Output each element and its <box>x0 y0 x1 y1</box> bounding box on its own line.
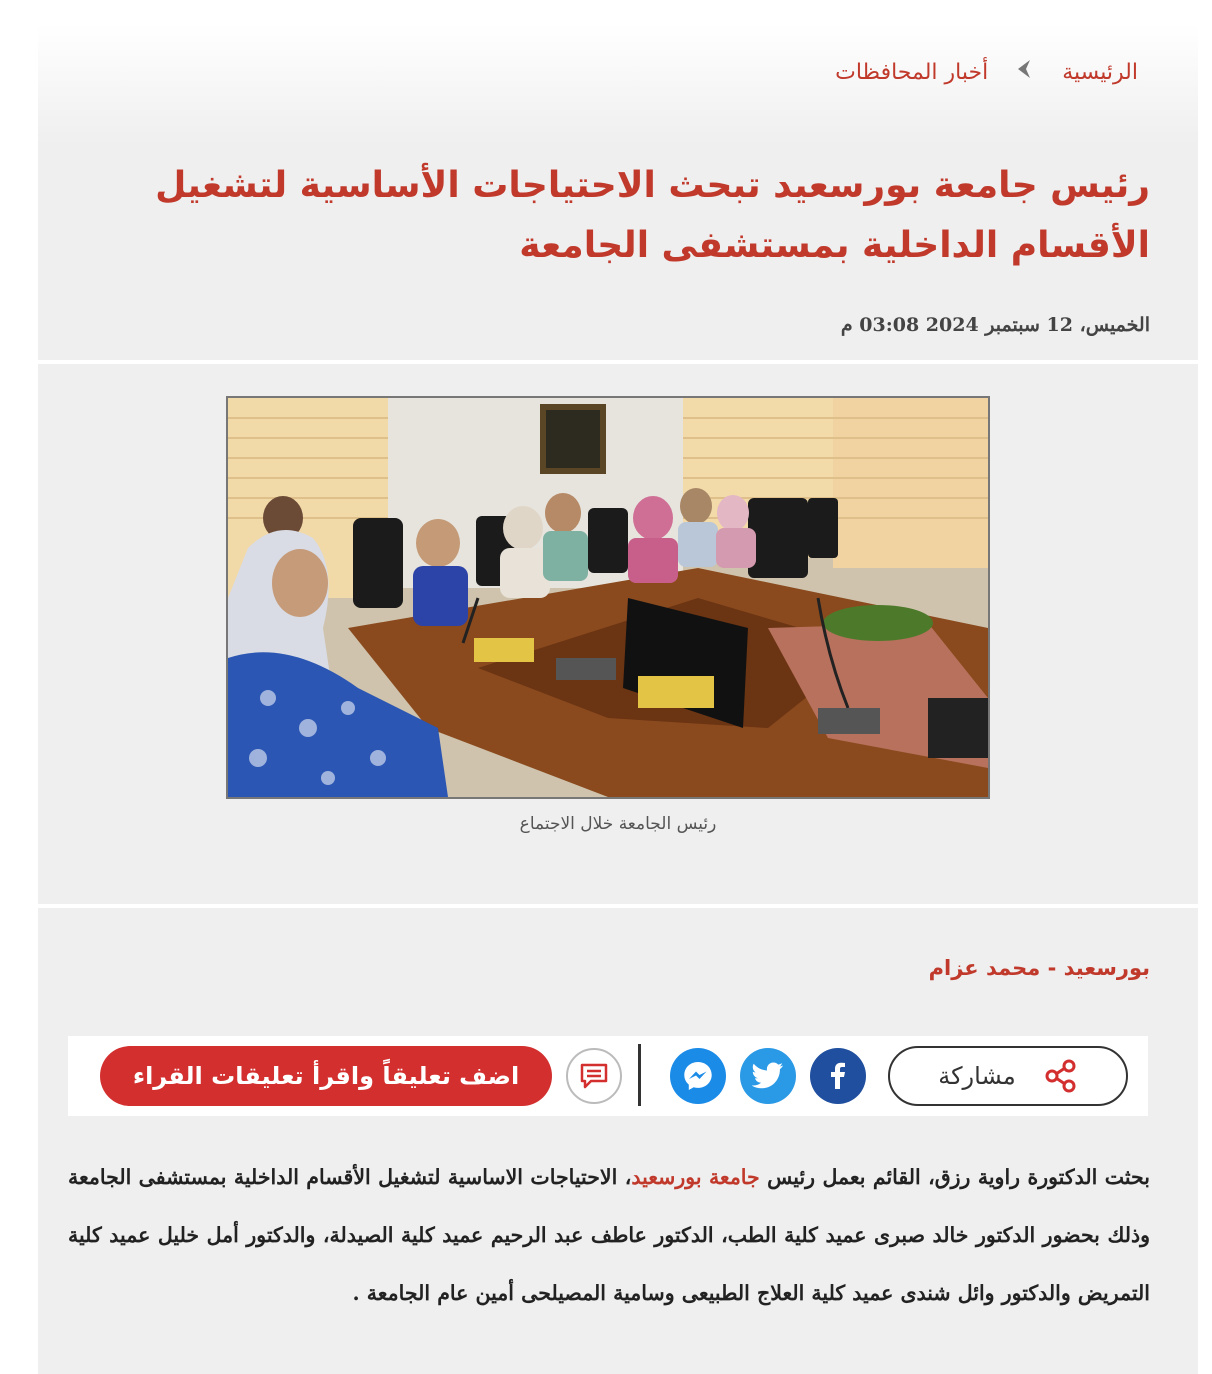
article-page <box>38 24 1198 1374</box>
breadcrumb <box>835 56 1138 88</box>
facebook-icon[interactable] <box>810 1048 866 1104</box>
body-text-start: بحثت الدكتورة راوية رزق، القائم بعمل رئيس <box>759 1165 1150 1189</box>
share-toolbar <box>68 1036 1148 1116</box>
article-byline: بورسعيد - محمد عزام <box>928 956 1150 980</box>
comment-icon[interactable] <box>566 1048 622 1104</box>
share-icon <box>1044 1059 1078 1093</box>
article-date: الخميس، 12 سبتمبر 2024 03:08 م <box>840 314 1150 336</box>
section-divider <box>38 360 1198 364</box>
chevron-left-icon <box>1012 56 1038 88</box>
share-button[interactable] <box>888 1046 1128 1106</box>
body-text-rest: ، الاحتياجات الاساسية لتشغيل الأقسام الداخلية بمستشفى الجامعة وذلك بحضور الدكتور خالد صبرى عميد كلية الطب، الدكتور عاطف عبد الرحيم عميد كلية الصيدلة، والدكتور أمل خليل عميد كلية التمريض والدكتور وائل شندى عميد كلية العلاج الطبيعى وسامية المصيلحى أمين عام الجامعة . <box>68 1165 1150 1305</box>
article-title: رئيس جامعة بورسعيد تبحث الاحتياجات الأساسية لتشغيل الأقسام الداخلية بمستشفى الجامعة <box>155 165 1150 266</box>
share-label: مشاركة <box>938 1062 1016 1090</box>
article-photo <box>226 396 990 799</box>
section-divider <box>38 904 1198 908</box>
breadcrumb-home-link[interactable]: الرئيسية <box>1062 59 1138 85</box>
toolbar-divider <box>638 1044 641 1106</box>
breadcrumb-section-link[interactable]: أخبار المحافظات <box>835 59 989 85</box>
university-link[interactable]: جامعة بورسعيد <box>631 1165 760 1189</box>
photo-caption: رئيس الجامعة خلال الاجتماع <box>519 814 717 834</box>
comments-button[interactable]: اضف تعليقاً واقرأ تعليقات القراء <box>100 1046 552 1106</box>
twitter-icon[interactable] <box>740 1048 796 1104</box>
messenger-icon[interactable] <box>670 1048 726 1104</box>
article-body <box>68 1148 1150 1322</box>
